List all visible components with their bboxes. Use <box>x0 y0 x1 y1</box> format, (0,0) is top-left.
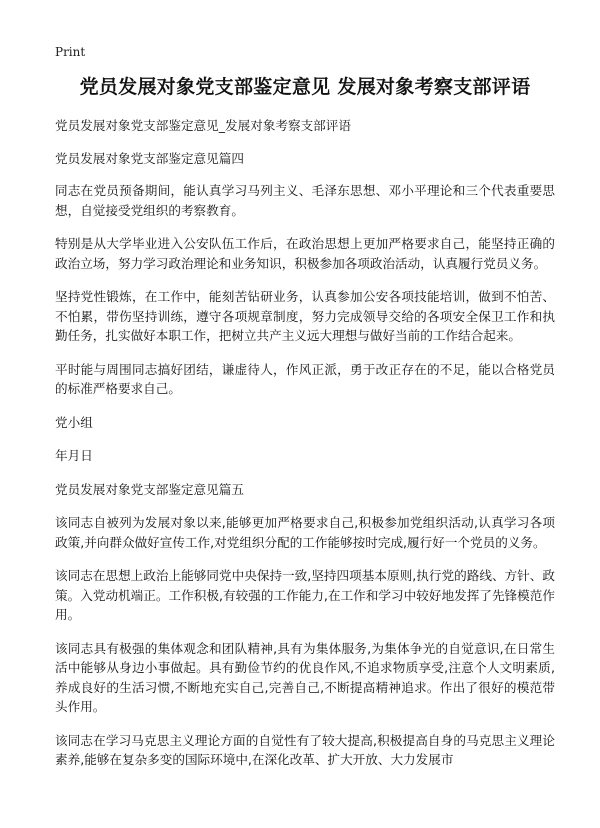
paragraph: 该同志具有极强的集体观念和团队精神,具有为集体服务,为集体争光的自觉意识,在日常生活中能够从身边小事做起。具有勤俭节约的优良作风,不追求物质享受,注意个人文明素质,养成良好的生活习惯,不断地充实自己,完善自己,不断提高精神追求。作出了很好的模范带头作用。 <box>55 640 555 714</box>
document-subtitle: 党员发展对象党支部鉴定意见_发展对象考察支部评语 <box>55 118 351 133</box>
paragraph: 坚持党性锻炼，在工作中，能刻苦钻研业务，认真参加公安各项技能培训，做到不怕苦、不怕累，带伤坚持训练，遵守各项规章制度，努力完成领导交给的各项安全保卫工作和执勤任务，扎实做好本职工作，把树立共产主义远大理想与做好当前的工作结合起来。 <box>55 289 555 343</box>
paragraph: 该同志自被列为发展对象以来,能够更加严格要求自己,积极参加党组织活动,认真学习各项政策,并向群众做好宣传工作,对党组织分配的工作能够按时完成,履行好一个党员的义务。 <box>55 515 555 550</box>
paragraph: 该同志在思想上政治上能够同党中央保持一致,坚持四项基本原则,执行党的路线、方针、政策。入党动机端正。工作积极,有较强的工作能力,在工作和学习中较好地发挥了先锋模范作用。 <box>55 568 555 622</box>
signature-party-group: 党小组 <box>55 414 93 430</box>
paragraph: 同志在党员预备期间，能认真学习马列主义、毛泽东思想、邓小平理论和三个代表重要思想，自觉接受党组织的考察教育。 <box>55 183 555 218</box>
paragraph: 特别是从大学毕业进入公安队伍工作后，在政治思想上更加严格要求自己，能坚持正确的政治立场，努力学习政治理论和业务知识，积极参加各项政治活动，认真履行党员义务。 <box>55 236 555 271</box>
section-heading-5: 党员发展对象党支部鉴定意见篇五 <box>55 481 244 497</box>
section-heading-4: 党员发展对象党支部鉴定意见篇四 <box>55 150 244 166</box>
paragraph: 该同志在学习马克思主义理论方面的自觉性有了较大提高,积极提高自身的马克思主义理论素养,能够在复杂多变的国际环境中,在深化改革、扩大开放、大力发展市 <box>55 732 555 767</box>
document-page <box>55 40 555 770</box>
page-title: 党员发展对象党支部鉴定意见 发展对象考察支部评语 <box>79 76 531 98</box>
print-link[interactable]: Print <box>55 45 86 59</box>
paragraph: 平时能与周围同志搞好团结，谦虚待人，作风正派，勇于改正存在的不足，能以合格党员的标准严格要求自己。 <box>55 361 555 396</box>
signature-date: 年月日 <box>55 448 93 463</box>
